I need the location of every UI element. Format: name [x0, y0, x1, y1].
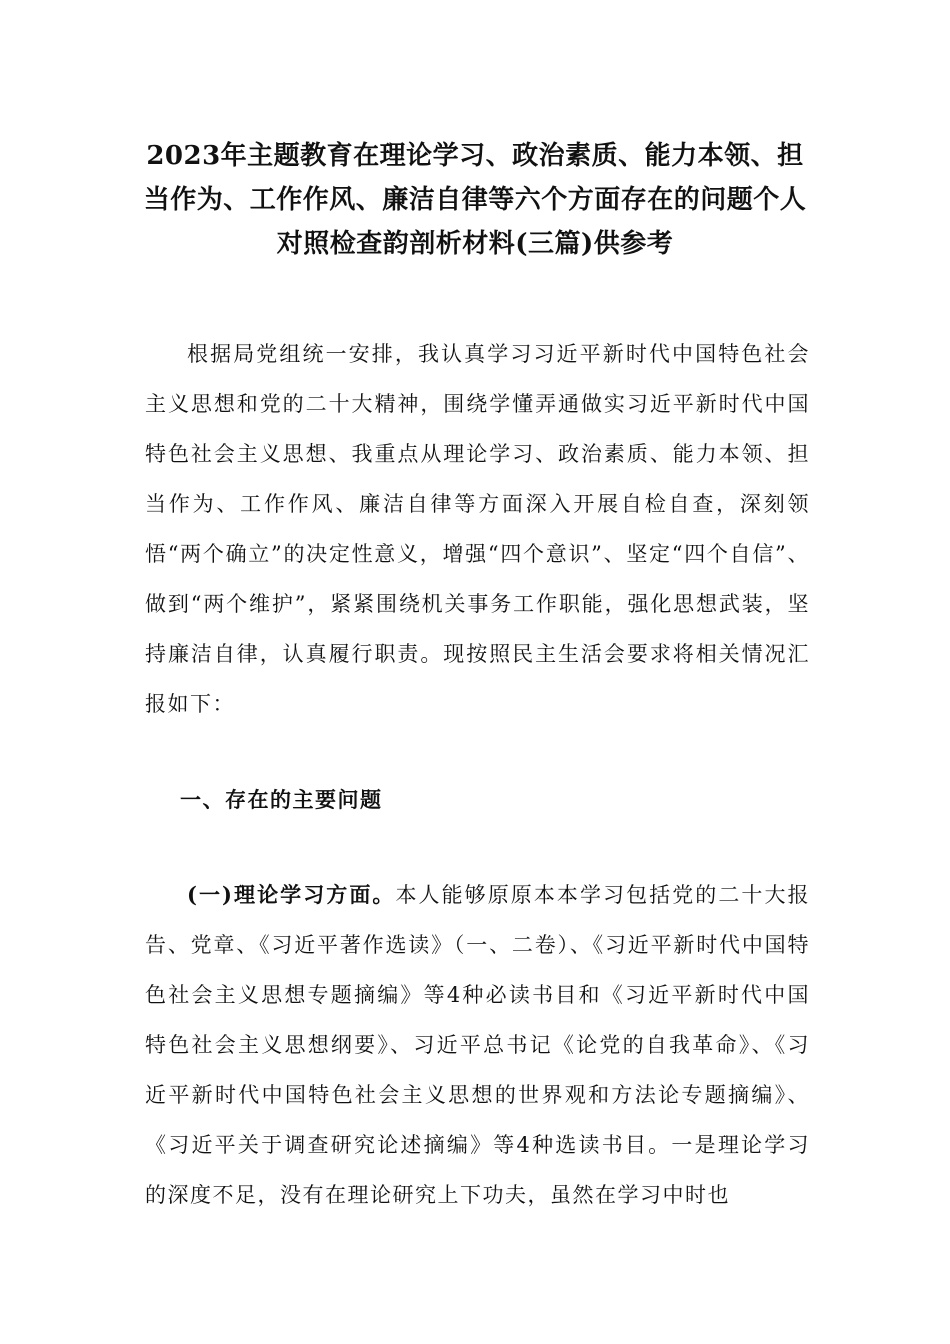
section-heading: 一、存在的主要问题 [180, 787, 383, 812]
theory-study-body: 本人能够原原本本学习包括党的二十大报告、党章、《习近平著作选读》（一、二卷）、《习近平新时代中国特色社会主义思想专题摘编》等4种必读书目和《习近平新时代中国特色社会主义思想纲要》、习近平总书记《论党的自我革命》、《习近平新时代中国特色社会主义思想的世界观和方法论专题摘编》、《习近平关于调查研究论述摘编》等4种选读书目。一是理论学习的深度不足，没有在理论研究上下功夫，虽然在学习中时也 [145, 883, 811, 1207]
document-title: 2023年主题教育在理论学习、政治素质、能力本领、担当作为、工作作风、廉洁自律等六个方面存在的问题个人对照检查韵剖析材料(三篇)供参考 [143, 141, 807, 259]
theory-study-lead: (一)理论学习方面。 [187, 882, 396, 907]
theory-study-paragraph [145, 870, 810, 1220]
intro-paragraph: 根据局党组统一安排，我认真学习习近平新时代中国特色社会主义思想和党的二十大精神，围绕学懂弄通做实习近平新时代中国特色社会主义思想、我重点从理论学习、政治素质、能力本领、担当作为、工作作风、廉洁自律等方面深入开展自检自查，深刻领悟“两个确立”的决定性意义，增强“四个意识”、坚定“四个自信”、做到“两个维护”，紧紧围绕机关事务工作职能，强化思想武装，坚持廉洁自律，认真履行职责。现按照民主生活会要求将相关情况汇报如下： [145, 342, 810, 716]
